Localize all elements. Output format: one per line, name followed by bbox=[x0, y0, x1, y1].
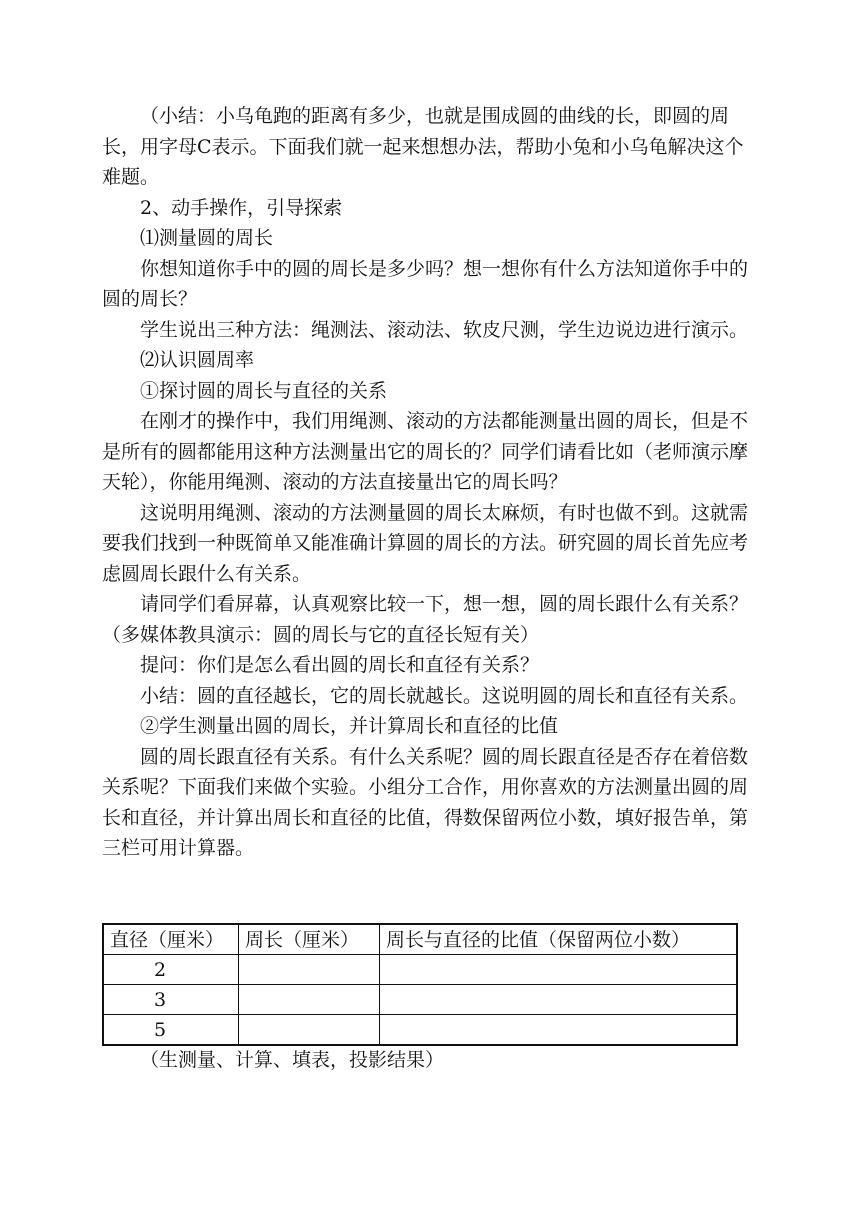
paragraph: 小结：圆的直径越长，它的周长就越长。这说明圆的周长和直径有关系。 bbox=[140, 684, 749, 707]
table-cell-diameter: 2 bbox=[103, 955, 239, 985]
paragraph: 请同学们看屏幕，认真观察比较一下，想一想，圆的周长跟什么有关系？（多媒体教具演示：圆的周长与它的直径长短有关） bbox=[102, 593, 749, 646]
section-heading: 2、动手操作，引导探索 bbox=[140, 196, 343, 219]
report-table bbox=[102, 923, 738, 1046]
table-row bbox=[103, 985, 737, 1015]
table-cell-ratio bbox=[380, 955, 738, 985]
paragraph: （小结：小乌龟跑的距离有多少，也就是围成圆的曲线的长，即圆的周长，用字母C表示。下面我们就一起来想想办法，帮助小兔和小乌龟解决这个难题。 bbox=[102, 105, 744, 188]
paragraph: 学生说出三种方法：绳测法、滚动法、软皮尺测，学生边说边进行演示。 bbox=[140, 318, 749, 341]
subsection-heading: ⑵认识圆周率 bbox=[140, 349, 255, 371]
table-cell-diameter: 5 bbox=[103, 1015, 239, 1046]
table-header-row bbox=[103, 924, 737, 955]
paragraph: 在刚才的操作中，我们用绳测、滚动的方法都能测量出圆的周长，但是不是所有的圆都能用这种方法测量出它的周长的？同学们请看比如（老师演示摩天轮），你能用绳测、滚动的方法直接量出它的周长吗？ bbox=[102, 410, 749, 493]
subsection-heading: ⑴测量圆的周长 bbox=[140, 227, 274, 249]
table-cell-circumference bbox=[239, 985, 380, 1015]
step-heading: ①探讨圆的周长与直径的关系 bbox=[140, 379, 388, 402]
paragraph: 你想知道你手中的圆的周长是多少吗？想一想你有什么方法知道你手中的圆的周长？ bbox=[102, 257, 749, 310]
table-cell-diameter: 3 bbox=[103, 985, 239, 1015]
closing-note: （生测量、计算、填表，投影结果） bbox=[140, 1049, 445, 1071]
column-header-circumference: 周长（厘米） bbox=[239, 924, 380, 955]
table-cell-circumference bbox=[239, 1015, 380, 1046]
table-cell-circumference bbox=[239, 955, 380, 985]
table-cell-ratio bbox=[380, 1015, 738, 1046]
table-cell-ratio bbox=[380, 985, 738, 1015]
report-table-container bbox=[102, 923, 738, 1046]
body-text bbox=[102, 101, 754, 864]
column-header-ratio: 周长与直径的比值（保留两位小数） bbox=[380, 924, 738, 955]
step-heading: ②学生测量出圆的周长，并计算周长和直径的比值 bbox=[140, 715, 559, 737]
column-header-diameter: 直径（厘米） bbox=[103, 924, 239, 955]
paragraph: 提问：你们是怎么看出圆的周长和直径有关系？ bbox=[140, 654, 540, 676]
table-row bbox=[103, 1015, 737, 1046]
paragraph: 这说明用绳测、滚动的方法测量圆的周长太麻烦，有时也做不到。这就需要我们找到一种既简单又能准确计算圆的周长的方法。研究圆的周长首先应考虑圆周长跟什么有关系。 bbox=[102, 501, 749, 585]
table-row bbox=[103, 955, 737, 985]
paragraph: 圆的周长跟直径有关系。有什么关系呢？圆的周长跟直径是否存在着倍数关系呢？下面我们来做个实验。小组分工合作，用你喜欢的方法测量出圆的周长和直径，并计算出周长和直径的比值，得数保留两位小数，填好报告单，第三栏可用计算器。 bbox=[102, 745, 749, 859]
